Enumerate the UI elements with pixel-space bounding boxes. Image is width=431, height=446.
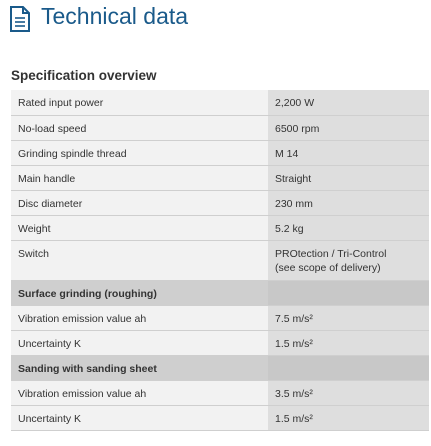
spec-value: 7.5 m/s² [268,305,429,330]
spec-label: Uncertainty K [11,330,268,355]
table-row [11,240,429,280]
table-row [11,215,429,240]
spec-value: Straight [268,165,429,190]
spec-label: Weight [11,215,268,240]
spec-value: 1.5 m/s² [268,405,429,430]
spec-table [11,90,429,431]
spec-value-note: (see scope of delivery) [275,261,381,274]
table-row [11,165,429,190]
table-row [11,115,429,140]
table-row [11,380,429,405]
spec-label: Main handle [11,165,268,190]
spec-label: Uncertainty K [11,405,268,430]
table-row [11,330,429,355]
spec-value: 5.2 kg [268,215,429,240]
spec-label: Vibration emission value ah [11,305,268,330]
spec-value: 1.5 m/s² [268,330,429,355]
spec-value: 2,200 W [268,90,429,115]
table-row [11,190,429,215]
table-row [11,90,429,115]
spec-value [268,240,429,280]
page-header [0,0,431,60]
group-header-row [11,355,429,380]
document-icon [9,6,31,32]
spec-label: Grinding spindle thread [11,140,268,165]
spec-label: No-load speed [11,115,268,140]
spec-value-line: PROtection / Tri-Control [275,247,387,260]
spec-label: Disc diameter [11,190,268,215]
section-title: Specification overview [11,68,157,83]
table-row [11,305,429,330]
spec-value: 6500 rpm [268,115,429,140]
spec-label: Switch [11,240,268,280]
group-title-spacer [268,280,429,305]
group-header-row [11,280,429,305]
group-title: Surface grinding (roughing) [11,280,268,305]
group-title: Sanding with sanding sheet [11,355,268,380]
table-row [11,140,429,165]
spec-value: M 14 [268,140,429,165]
table-row [11,405,429,430]
spec-label: Vibration emission value ah [11,380,268,405]
group-title-spacer [268,355,429,380]
spec-label: Rated input power [11,90,268,115]
spec-value: 230 mm [268,190,429,215]
page-title: Technical data [41,3,189,29]
spec-value: 3.5 m/s² [268,380,429,405]
